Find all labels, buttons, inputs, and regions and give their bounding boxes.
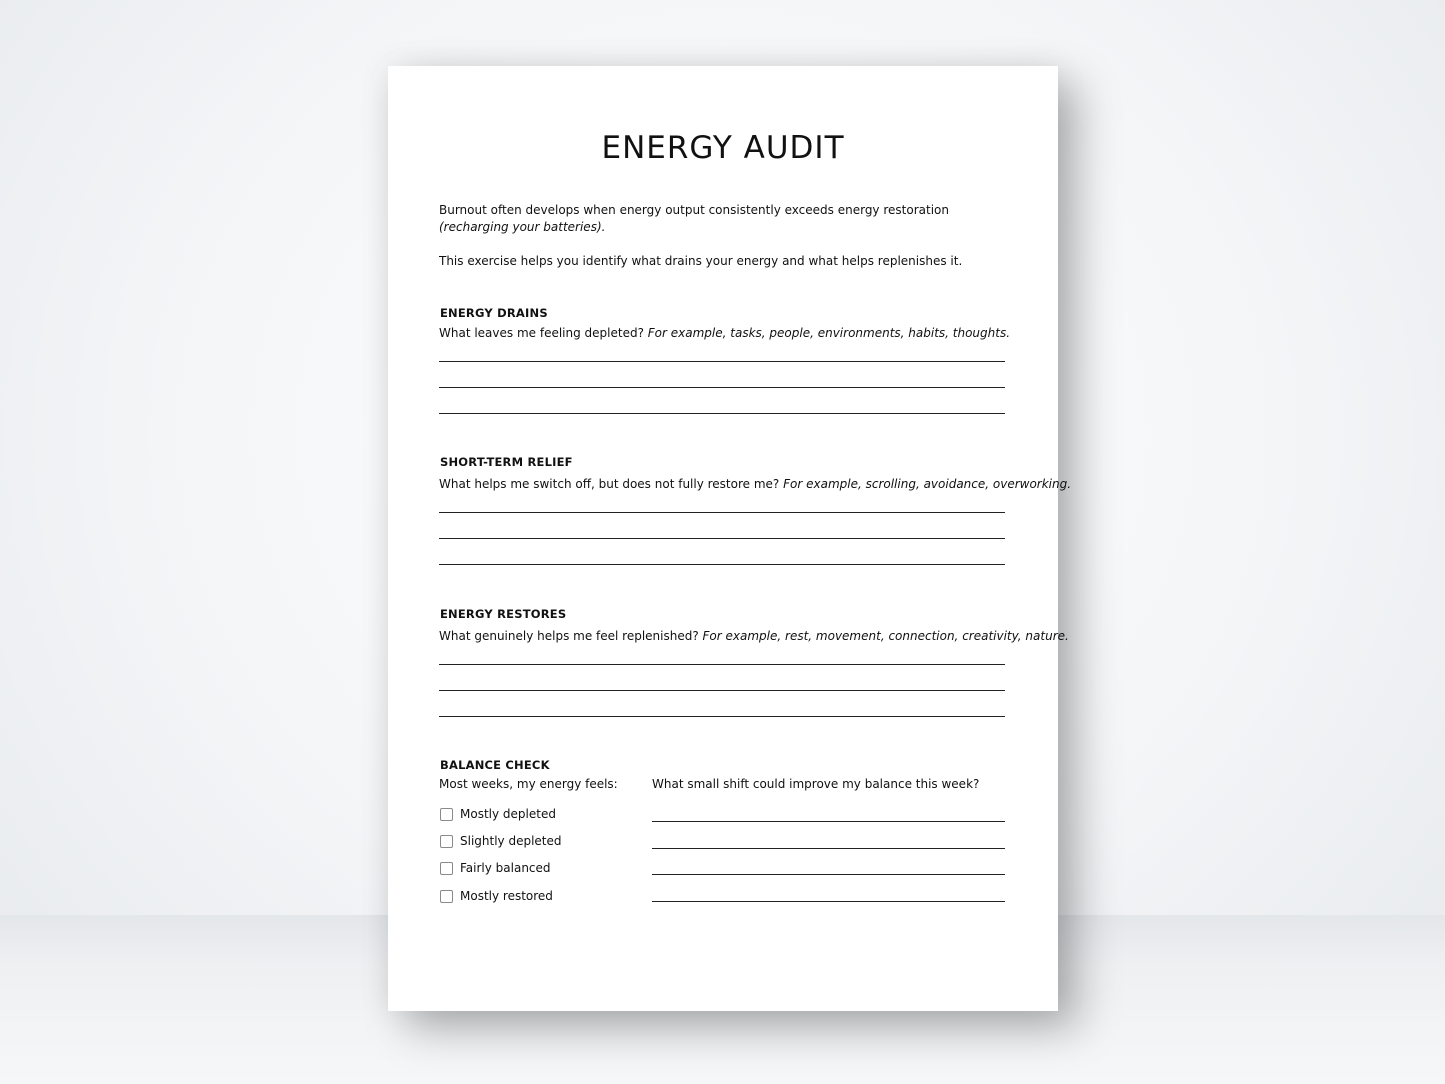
option-label: Mostly depleted (460, 807, 556, 821)
write-line[interactable] (439, 664, 1005, 665)
balance-left-prompt: Most weeks, my energy feels: (439, 777, 618, 791)
write-line[interactable] (439, 538, 1005, 539)
intro-italic-text: (recharging your batteries). (439, 220, 606, 234)
prompt-example: For example, scrolling, avoidance, overworking. (783, 477, 1072, 491)
balance-option-mostly-depleted[interactable] (440, 807, 556, 821)
section-prompt-energy-restores (439, 629, 1069, 643)
option-label: Slightly depleted (460, 834, 562, 848)
write-line[interactable] (439, 564, 1005, 565)
checkbox[interactable] (440, 808, 453, 821)
section-prompt-short-term-relief (439, 477, 1071, 491)
balance-right-prompt: What small shift could improve my balance this week? (652, 777, 980, 791)
prompt-text: What helps me switch off, but does not fully restore me? (439, 477, 784, 491)
prompt-example: For example, rest, movement, connection, creativity, nature. (702, 629, 1069, 643)
prompt-example: For example, tasks, people, environments, habits, thoughts. (647, 326, 1011, 340)
write-line[interactable] (652, 821, 1005, 822)
write-line[interactable] (439, 512, 1005, 513)
prompt-text: What genuinely helps me feel replenished? (439, 629, 703, 643)
option-label: Mostly restored (460, 889, 553, 903)
page-title: ENERGY AUDIT (601, 130, 845, 166)
balance-option-slightly-depleted[interactable] (440, 834, 562, 848)
checkbox[interactable] (440, 890, 453, 903)
balance-option-fairly-balanced[interactable] (440, 861, 551, 875)
section-prompt-energy-drains (439, 326, 1010, 340)
write-line[interactable] (652, 874, 1005, 875)
option-label: Fairly balanced (460, 861, 551, 875)
section-heading-energy-drains: ENERGY DRAINS (440, 306, 548, 320)
checkbox[interactable] (440, 835, 453, 848)
write-line[interactable] (652, 848, 1005, 849)
worksheet-page (388, 66, 1072, 1011)
intro-text: Burnout often develops when energy output consistently exceeds energy restoration (439, 203, 949, 217)
section-heading-balance-check: BALANCE CHECK (440, 758, 550, 772)
section-heading-energy-restores: ENERGY RESTORES (440, 607, 567, 621)
write-line[interactable] (652, 901, 1005, 902)
write-line[interactable] (439, 690, 1005, 691)
section-heading-short-term-relief: SHORT-TERM RELIEF (440, 455, 573, 469)
prompt-text: What leaves me feeling depleted? (439, 326, 648, 340)
write-line[interactable] (439, 413, 1005, 414)
write-line[interactable] (439, 387, 1005, 388)
intro-paragraph-2: This exercise helps you identify what drains your energy and what helps replenishes it. (439, 254, 963, 268)
write-line[interactable] (439, 361, 1005, 362)
intro-paragraph-1 (439, 202, 999, 236)
balance-option-mostly-restored[interactable] (440, 889, 553, 903)
write-line[interactable] (439, 716, 1005, 717)
checkbox[interactable] (440, 862, 453, 875)
